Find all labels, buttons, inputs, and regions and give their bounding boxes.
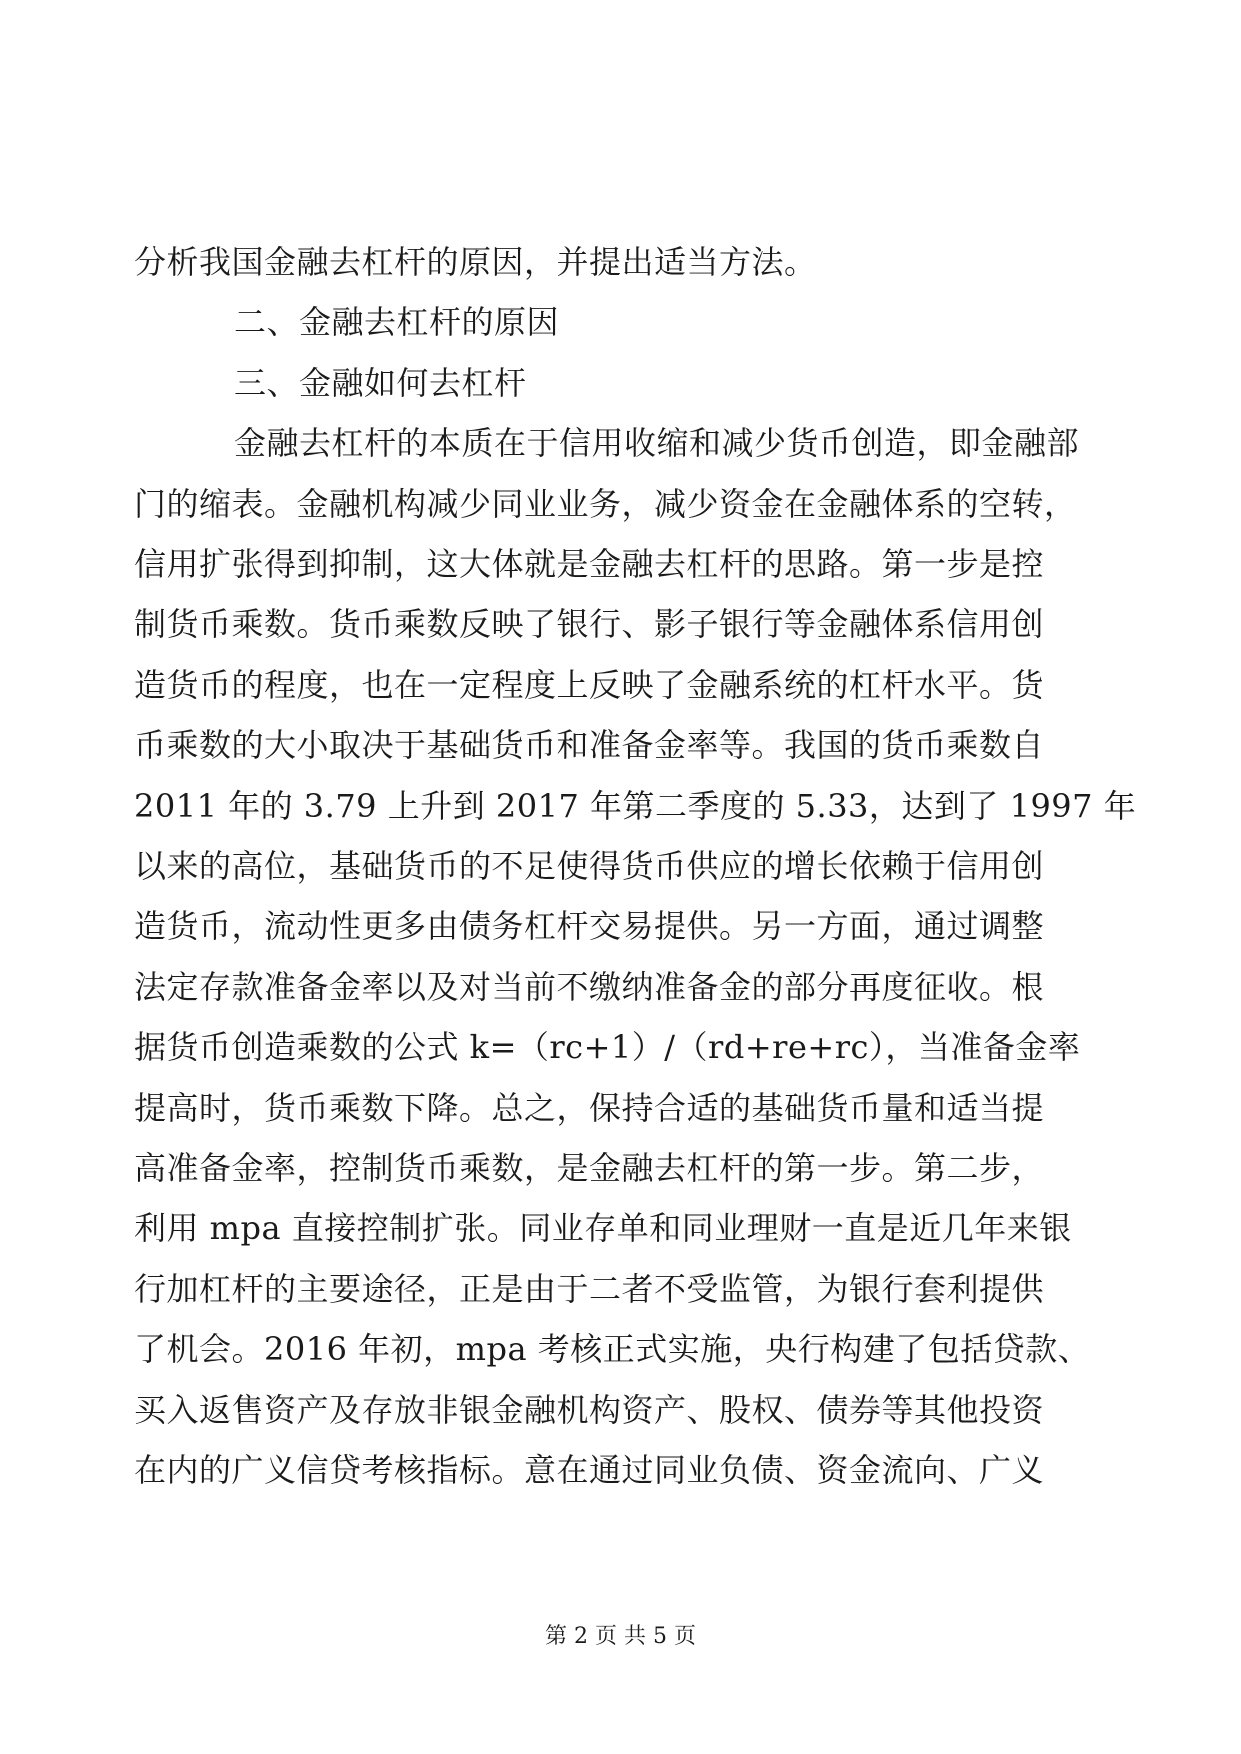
text-line: 币乘数的大小取决于基础货币和准备金率等。我国的货币乘数自 <box>134 726 1045 764</box>
text-line: 以来的高位，基础货币的不足使得货币供应的增长依赖于信用创 <box>134 847 1045 885</box>
text-line: 信用扩张得到抑制，这大体就是金融去杠杆的思路。第一步是控 <box>134 545 1045 583</box>
text-line: 提高时，货币乘数下降。总之，保持合适的基础货币量和适当提 <box>134 1089 1045 1127</box>
text-line: 行加杠杆的主要途径，正是由于二者不受监管，为银行套利提供 <box>134 1270 1045 1308</box>
text-line: 制货币乘数。货币乘数反映了银行、影子银行等金融体系信用创 <box>134 605 1045 643</box>
text-line: 高准备金率，控制货币乘数，是金融去杠杆的第一步。第二步， <box>134 1149 1045 1187</box>
paragraph-first-line: 金融去杠杆的本质在于信用收缩和减少货币创造，即金融部 <box>234 424 1080 462</box>
text-line: 在内的广义信贷考核指标。意在通过同业负债、资金流向、广义 <box>134 1451 1045 1489</box>
text-line: 据货币创造乘数的公式 k=（rc+1）/（rd+re+rc），当准备金率 <box>134 1028 1081 1066</box>
text-line: 了机会。2016 年初，mpa 考核正式实施，央行构建了包括贷款、 <box>134 1330 1091 1368</box>
page-footer: 第 2 页 共 5 页 <box>545 1624 696 1649</box>
text-line: 买入返售资产及存放非银金融机构资产、股权、债券等其他投资 <box>134 1391 1045 1429</box>
text-line: 造货币，流动性更多由债务杠杆交易提供。另一方面，通过调整 <box>134 907 1045 945</box>
text-line: 法定存款准备金率以及对当前不缴纳准备金的部分再度征收。根 <box>134 968 1045 1006</box>
text-line: 分析我国金融去杠杆的原因，并提出适当方法。 <box>134 243 817 281</box>
text-line: 2011 年的 3.79 上升到 2017 年第二季度的 5.33，达到了 1997 年 <box>134 787 1137 825</box>
text-line: 造货币的程度，也在一定程度上反映了金融系统的杠杆水平。货 <box>134 666 1045 704</box>
text-line: 利用 mpa 直接控制扩张。同业存单和同业理财一直是近几年来银 <box>134 1209 1072 1247</box>
text-line: 门的缩表。金融机构减少同业业务，减少资金在金融体系的空转， <box>134 485 1077 523</box>
section-heading: 三、金融如何去杠杆 <box>234 364 527 402</box>
section-heading: 二、金融去杠杆的原因 <box>234 303 560 341</box>
